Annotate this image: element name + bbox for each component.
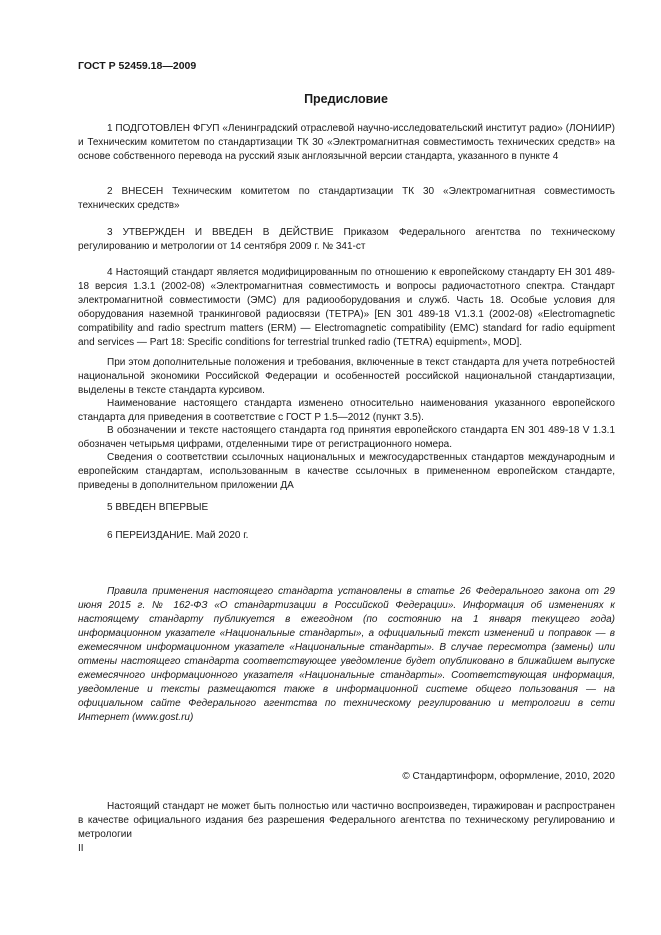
paragraph-3: [78, 226, 615, 254]
paragraph-2-text: 2 ВНЕСЕН Техническим комитетом по стандартизации ТК 30 «Электромагнитная совместимость технических средств»: [78, 186, 615, 211]
paragraph-6-text: 6 ПЕРЕИЗДАНИЕ. Май 2020 г.: [107, 530, 249, 541]
paragraph-1: [78, 122, 615, 164]
reproduction-notice-text: Настоящий стандарт не может быть полностью или частично воспроизведен, тиражирован и распространен в качестве официального издания без разрешения Федерального агентства по техническому регулированию и метрологии: [78, 801, 615, 840]
paragraph-5: [78, 501, 615, 515]
paragraph-2: [78, 185, 615, 213]
copyright: © Стандартинформ, оформление, 2010, 2020: [402, 771, 615, 782]
paragraph-4d: [78, 451, 615, 493]
paragraph-4: [78, 266, 615, 350]
paragraph-4b-text: Наименование настоящего стандарта изменено относительно наименования указанного европейского стандарта для приведения в соответствие с ГОСТ Р 1.5—2012 (пункт 3.5).: [78, 398, 615, 423]
paragraph-3-text: 3 УТВЕРЖДЕН И ВВЕДЕН В ДЕЙСТВИЕ Приказом Федерального агентства по техническому регулированию и метрологии от 14 сентября 2009 г. № 341-ст: [78, 227, 615, 252]
paragraph-4b: [78, 397, 615, 425]
title-text: Предисловие: [304, 92, 388, 106]
paragraph-4c: [78, 424, 615, 452]
paragraph-4c-text: В обозначении и тексте настоящего стандарта год принятия европейского стандарта EN 301 489-18 V 1.3.1 обозначен четырьмя цифрами, отделенными тире от регистрационного номера.: [78, 425, 615, 450]
page-title: [0, 92, 661, 106]
standard-code: ГОСТ Р 52459.18—2009: [78, 60, 197, 72]
paragraph-4d-text: Сведения о соответствии ссылочных национальных и межгосударственных стандартов международным и европейским стандартам, использованным в качестве ссылочных в примененном европейском стандарте, приведены в дополнительном приложении ДА: [78, 452, 615, 491]
paragraph-6: [78, 529, 615, 543]
reproduction-notice: [78, 800, 615, 842]
paragraph-4a: [78, 356, 615, 398]
paragraph-5-text: 5 ВВЕДЕН ВПЕРВЫЕ: [107, 502, 209, 513]
paragraph-4a-text: При этом дополнительные положения и требования, включенные в текст стандарта для учета потребностей национальной экономики Российской Федерации и особенностей российской национальной стандартизации, выделены в тексте стандарта курсивом.: [78, 357, 615, 396]
paragraph-4-text: 4 Настоящий стандарт является модифицированным по отношению к европейскому стандарту ЕН 301 489-18 версия 1.3.1 (2002-08) «Электромагнитная совместимость и вопросы радиочастотного спектра. Стандарт электромагнитной совместимости (ЭМС) для радиооборудования и служб. Часть 18. Особые условия для оборудования наземной транкинговой радиосвязи (ТЕТРА)» [EN 301 489-18 V1.3.1 (2002-08) «Electromagnetic compatibility and radio spectrum matters (ERM) — Electromagnetic compatibility (EMC) standard for radio equipment and services — Part 18: Specific conditions for terrestrial trunked radio (TETRA) equipment», MOD].: [78, 267, 615, 348]
application-rules-notice: [78, 585, 615, 725]
application-rules-text: Правила применения настоящего стандарта установлены в статье 26 Федерального закона от 29 июня 2015 г. № 162-ФЗ «О стандартизации в Российской Федерации». Информация об изменениях к настоящему стандарту публикуется в ежегодном (по состоянию на 1 января текущего года) информационном указателе «Национальные стандарты», а официальный текст изменений и поправок — в ежемесячном информационном указателе «Национальные стандарты». В случае пересмотра (замены) или отмены настоящего стандарта соответствующее уведомление будет опубликовано в ближайшем выпуске ежемесячного информационного указателя «Национальные стандарты». Соответствующая информация, уведомление и тексты размещаются также в информационной системе общего пользования — на официальном сайте Федерального агентства по техническому регулированию и метрологии в сети Интернет (www.gost.ru): [78, 586, 615, 723]
page-number: II: [78, 843, 84, 854]
paragraph-1-text: 1 ПОДГОТОВЛЕН ФГУП «Ленинградский отраслевой научно-исследовательский институт радио» (ЛОНИИР) и Техническим комитетом по стандартизации ТК 30 «Электромагнитная совместимость технических средств» на основе собственного перевода на русский язык англоязычной версии стандарта, указанного в пункте 4: [78, 123, 615, 162]
